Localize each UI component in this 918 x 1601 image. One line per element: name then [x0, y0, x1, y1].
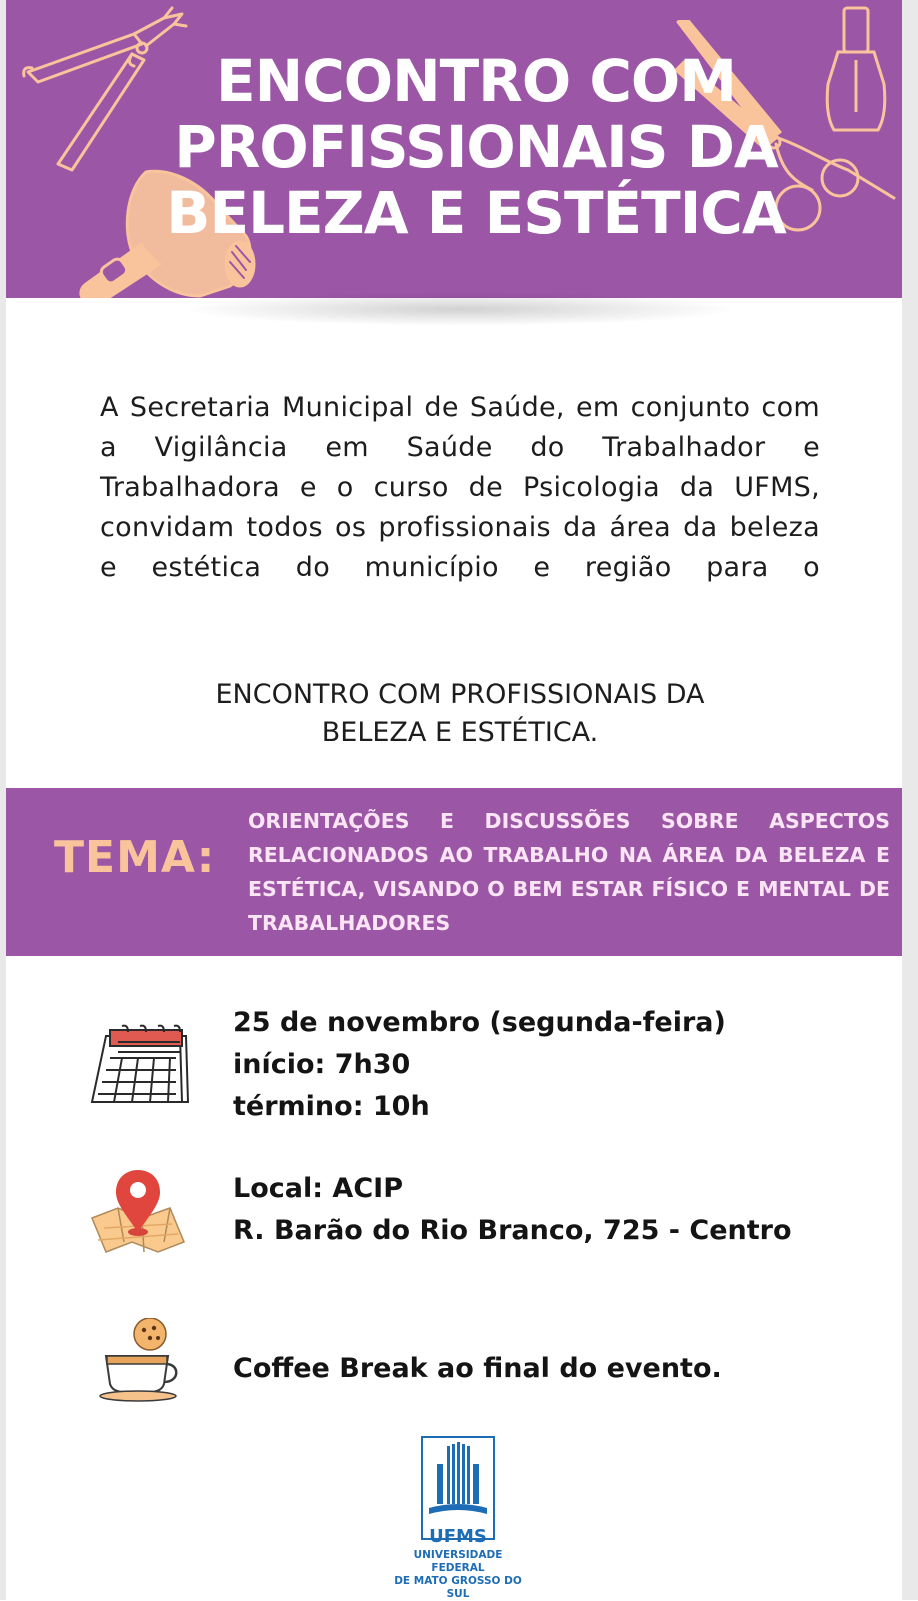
- map-pin-icon: [88, 1168, 192, 1254]
- calendar-icon: [88, 1022, 192, 1108]
- ufms-subtitle-line-1: UNIVERSIDADE FEDERAL: [413, 1549, 503, 1574]
- event-date: 25 de novembro (segunda-feira): [233, 1007, 726, 1038]
- event-end: término: 10h: [233, 1091, 430, 1122]
- location-address: R. Barão do Rio Branco, 725 - Centro: [233, 1215, 792, 1246]
- ufms-logo: [388, 1436, 528, 1600]
- ufms-logo-subtitle: [388, 1549, 528, 1601]
- location-info: [233, 1168, 792, 1252]
- ufms-subtitle-line-2: DE MATO GROSSO DO SUL: [394, 1575, 522, 1600]
- title-line-3: BELEZA E ESTÉTICA: [166, 179, 786, 247]
- title-line-2: PROFISSIONAIS DA: [174, 113, 778, 181]
- ufms-building-icon: [423, 1438, 493, 1538]
- right-border: [902, 0, 918, 1600]
- theme-band: [6, 788, 902, 956]
- event-start: início: 7h30: [233, 1049, 411, 1080]
- poster-title: [156, 48, 796, 246]
- nail-polish-icon: [818, 4, 898, 140]
- ufms-logo-name: UFMS: [429, 1526, 487, 1547]
- theme-text: ORIENTAÇÕES E DISCUSSÕES SOBRE ASPECTOS RELACIONADOS AO TRABALHO NA ÁREA DA BELEZA E ESTÉTICA, VISANDO O BEM ESTAR FÍSICO E MENTAL DE TRABALHADORES: [248, 809, 890, 935]
- schedule-info: [233, 1002, 726, 1128]
- intro-paragraph: A Secretaria Municipal de Saúde, em conjunto com a Vigilância em Saúde do Trabalhador e Trabalhadora e o curso de Psicologia da UFMS, convidam todos os profissionais da área da beleza e estética do município e região para o: [100, 392, 820, 583]
- theme-label: TEMA:: [54, 832, 216, 883]
- event-name: [100, 676, 820, 752]
- ufms-logo-frame: [421, 1436, 495, 1540]
- header-shadow: [180, 292, 740, 326]
- title-line-1: ENCONTRO COM: [216, 47, 736, 115]
- header-banner: [6, 0, 902, 298]
- coffee-info: Coffee Break ao final do evento.: [233, 1353, 722, 1384]
- event-name-line-2: BELEZA E ESTÉTICA.: [321, 717, 599, 748]
- coffee-cup-icon: [98, 1318, 190, 1404]
- event-name-line-1: ENCONTRO COM PROFISSIONAIS DA: [215, 679, 705, 710]
- location-name: Local: ACIP: [233, 1173, 403, 1204]
